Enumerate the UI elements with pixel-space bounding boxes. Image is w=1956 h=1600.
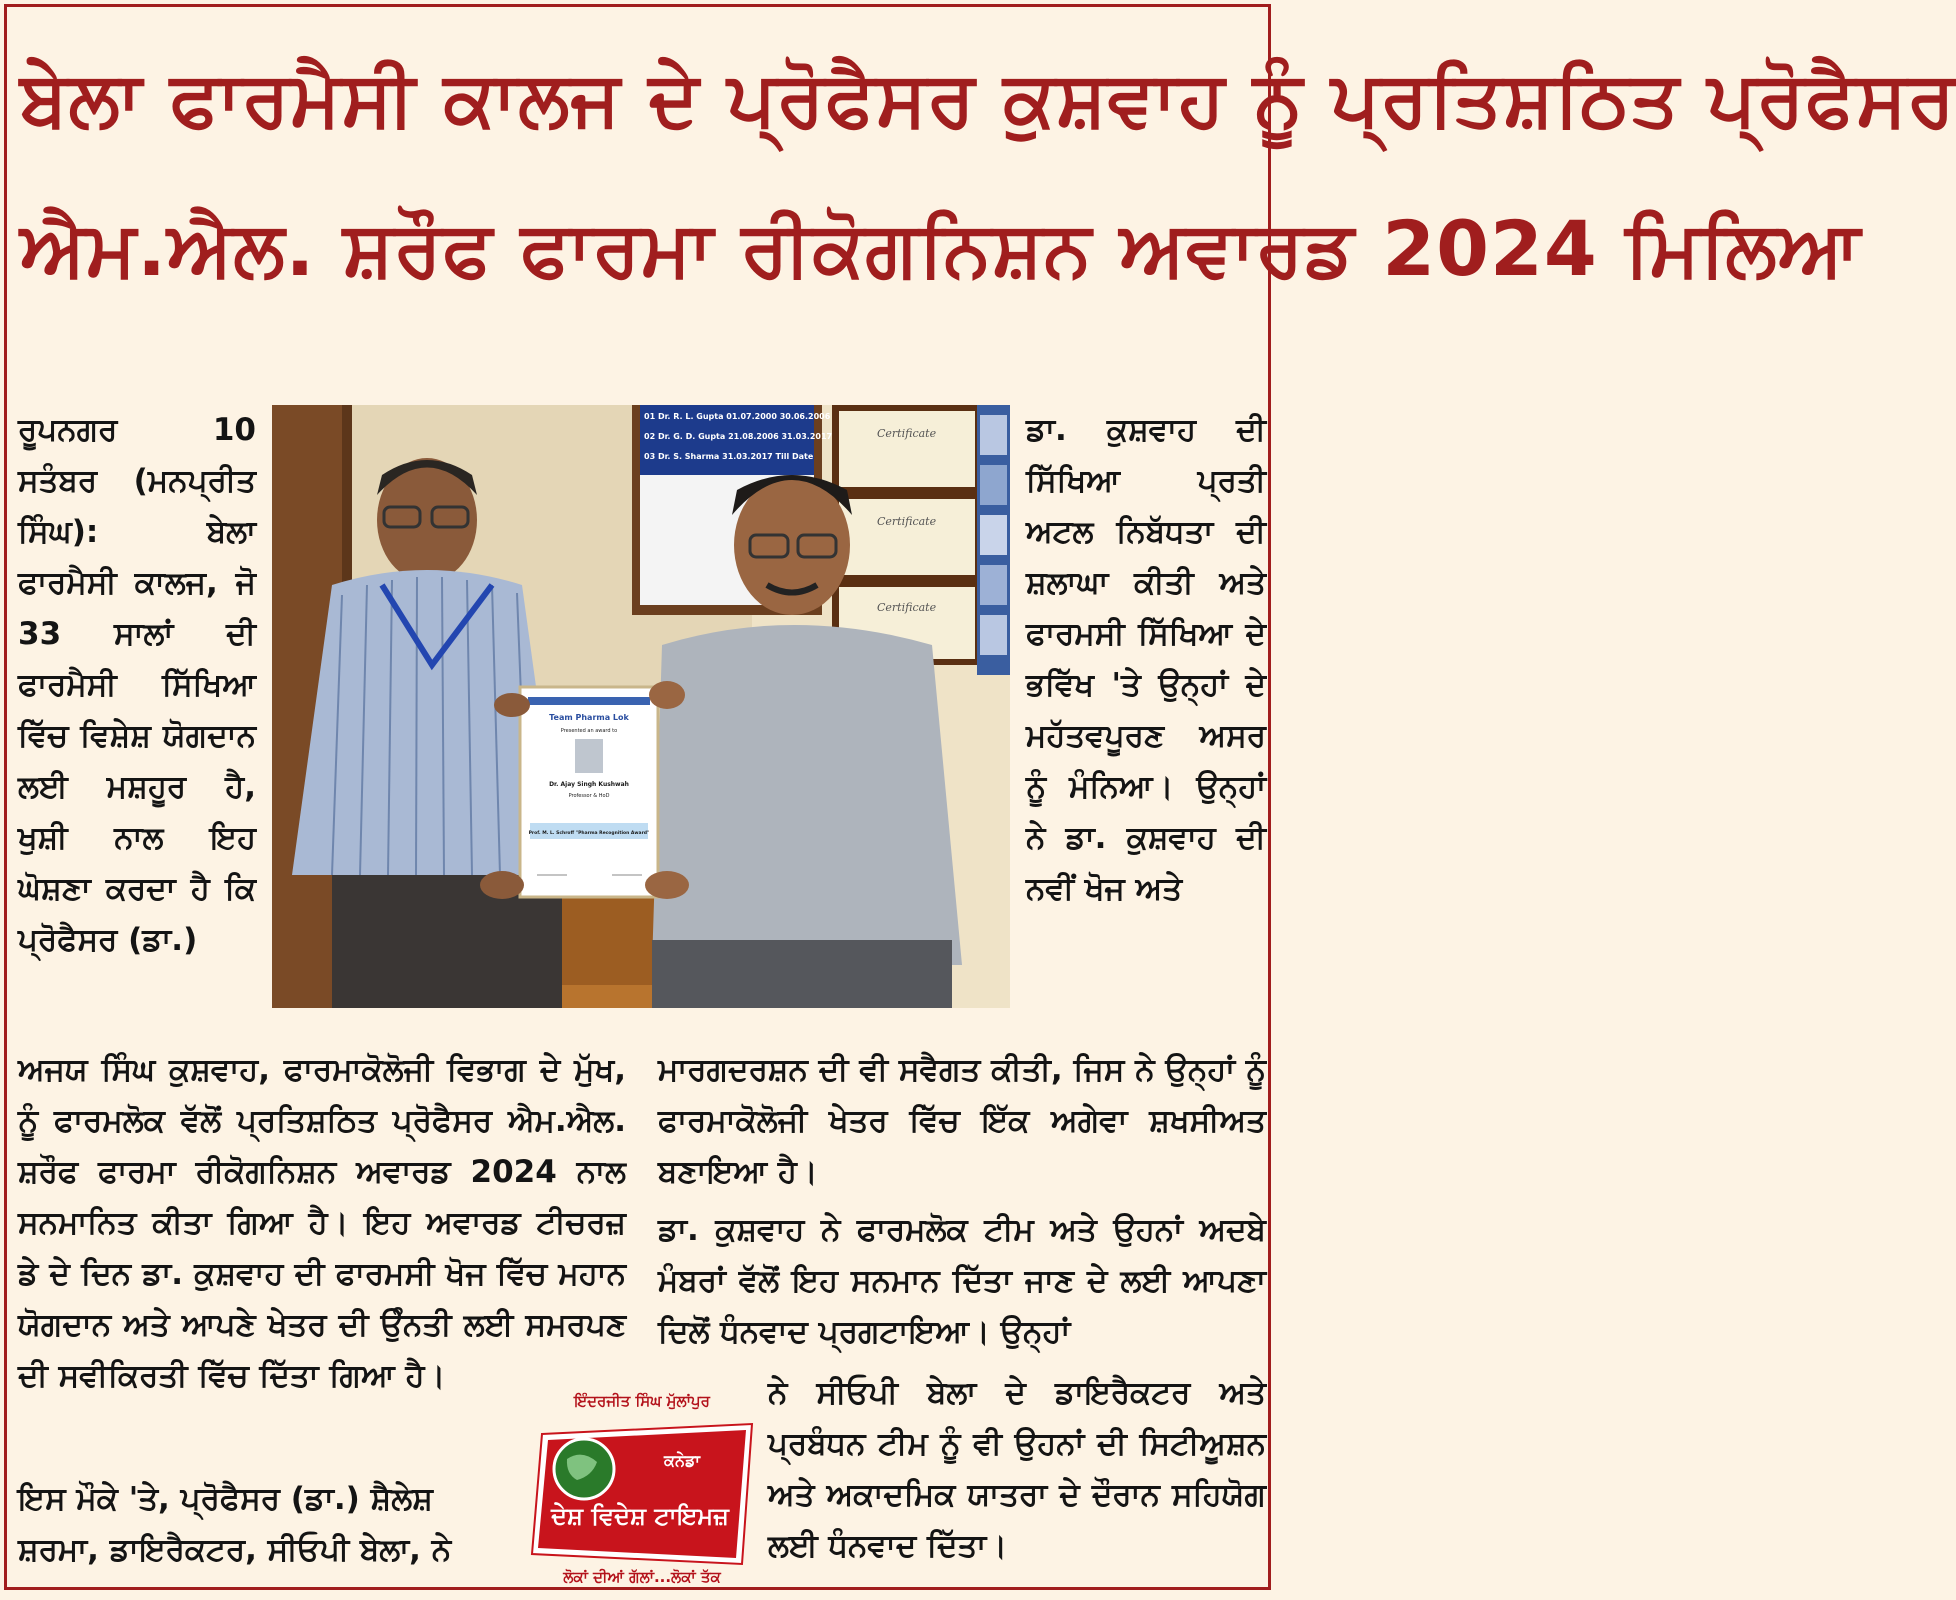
article-column-right-end (768, 1368, 1266, 1588)
logo-tagline: ਲੋਕਾਂ ਦੀਆਂ ਗੱਲਾਂ...ਲੋਕਾਂ ਤੱਕ (563, 1568, 721, 1586)
article-paragraph: ਰੂਪਨਗਰ 10 ਸਤੰਬਰ (ਮਨਪ੍ਰੀਤ ਸਿੰਘ): ਬੇਲਾ ਫਾਰਮੈਸੀ ਕਾਲਜ, ਜੋ 33 ਸਾਲਾਂ ਦੀ ਫਾਰਮੈਸੀ ਸਿੱਖਿਆ ਵਿੱਚ ਵਿਸ਼ੇਸ਼ ਯੋਗਦਾਨ ਲਈ ਮਸ਼ਹੂਰ ਹੈ, ਖੁਸ਼ੀ ਨਾਲ ਇਹ ਘੋਸ਼ਣਾ ਕਰਦਾ ਹੈ ਕਿ ਪ੍ਰੋਫੈਸਰ (ਡਾ.) (18, 412, 256, 958)
certificate-designation: Professor & HoD (568, 793, 610, 799)
headline-line-2: ਐਮ.ਐਲ. ਸ਼ਰੌਫ ਫਾਰਮਾ ਰੀਕੋਗਨਿਸ਼ਨ ਅਵਾਰਡ 2024 ਮਿਲਿਆ (20, 204, 1862, 293)
article-paragraph: ਡਾ. ਕੁਸ਼ਵਾਹ ਦੀ ਸਿੱਖਿਆ ਪ੍ਰਤੀ ਅਟਲ ਨਿਬੱਧਤਾ ਦੀ ਸ਼ਲਾਘਾ ਕੀਤੀ ਅਤੇ ਫਾਰਮਸੀ ਸਿੱਖਿਆ ਦੇ ਭਵਿੱਖ 'ਤੇ ਉਨ੍ਹਾਂ ਦੇ ਮਹੱਤਵਪੂਰਣ ਅਸਰ ਨੂੰ ਮੰਨਿਆ। ਉਨ੍ਹਾਂ ਨੇ ਡਾ. ਕੁਸ਼ਵਾਹ ਦੀ ਨਵੀਂ ਖੋਜ ਅਤੇ (1026, 412, 1266, 907)
board-row: 03 Dr. S. Sharma 31.03.2017 Till Date (644, 452, 814, 461)
certificate-award: Prof. M. L. Schroff "Pharma Recognition Award" (528, 831, 650, 836)
article-paragraph: ਅਜਯ ਸਿੰਘ ਕੁਸ਼ਵਾਹ, ਫਾਰਮਾਕੋਲੋਜੀ ਵਿਭਾਗ ਦੇ ਮੁੱਖ, ਨੂੰ ਫਾਰਮਲੋਕ ਵੱਲੋਂ ਪ੍ਰਤਿਸ਼ਠਿਤ ਪ੍ਰੋਫੈਸਰ ਐਮ.ਐਲ. ਸ਼ਰੌਫ ਫਾਰਮਾ ਰੀਕੋਗਨਿਸ਼ਨ ਅਵਾਰਡ 2024 ਨਾਲ ਸਨਮਾਨਿਤ ਕੀਤਾ ਗਿਆ ਹੈ। ਇਹ ਅਵਾਰਡ ਟੀਚਰਜ਼ ਡੇ ਦੇ ਦਿਨ ਡਾ. ਕੁਸ਼ਵਾਹ ਦੀ ਫਾਰਮਸੀ ਖੋਜ ਵਿੱਚ ਮਹਾਨ ਯੋਗਦਾਨ ਅਤੇ ਆਪਣੇ ਖੇਤਰ ਦੀ ਉੰਨਤੀ ਲਈ ਸਮਰਪਣ ਦੀ ਸਵੀਕਿਰਤੀ ਵਿੱਚ ਦਿੱਤਾ ਗਿਆ ਹੈ। (18, 1052, 626, 1394)
article-column-left-bottom (18, 1045, 626, 1415)
article-column-left-top (18, 405, 256, 1017)
article-column-left-end (18, 1474, 508, 1589)
article-paragraph: ਨੇ ਸੀਓਪੀ ਬੇਲਾ ਦੇ ਡਾਇਰੈਕਟਰ ਅਤੇ ਪ੍ਰਬੰਧਨ ਟੀਮ ਨੂੰ ਵੀ ਉਹਨਾਂ ਦੀ ਸਿਟੀਅੂਸ਼ਨ ਅਤੇ ਅਕਾਦਮਿਕ ਯਾਤਰਾ ਦੇ ਦੌਰਾਨ ਸਹਿਯੋਗ ਲਈ ਧੰਨਵਾਦ ਦਿੱਤਾ। (768, 1375, 1266, 1564)
certificate-name: Dr. Ajay Singh Kushwah (549, 781, 629, 788)
wall-certificate-label: Certificate (877, 427, 937, 440)
publication-logo (522, 1392, 762, 1588)
article-column-right-middle (658, 1205, 1266, 1365)
logo-author: ਇੰਦਰਜੀਤ ਸਿੰਘ ਮੁੱਲਾਂਪੁਰ (574, 1392, 710, 1410)
certificate-presented: Presented an award to (560, 728, 618, 734)
board-row: 01 Dr. R. L. Gupta 01.07.2000 30.06.2006 (644, 412, 831, 421)
wall-certificate-label: Certificate (877, 601, 937, 614)
wall-certificate-label: Certificate (877, 515, 937, 528)
board-row: 02 Dr. G. D. Gupta 21.08.2006 31.03.2017 (644, 432, 833, 441)
article-paragraph: ਮਾਰਗਦਰਸ਼ਨ ਦੀ ਵੀ ਸਵੈਗਤ ਕੀਤੀ, ਜਿਸ ਨੇ ਉਨ੍ਹਾਂ ਨੂੰ ਫਾਰਮਾਕੋਲੋਜੀ ਖੇਤਰ ਵਿੱਚ ਇੱਕ ਅਗੇਵਾ ਸ਼ਖਸੀਅਤ ਬਣਾਇਆ ਹੈ। (658, 1052, 1266, 1190)
article-column-right-top (1026, 405, 1266, 1017)
certificate-org: Team Pharma Lok (549, 713, 629, 722)
headline (20, 24, 1956, 324)
logo-country: ਕਨੇਡਾ (664, 1451, 700, 1470)
award-photo (272, 405, 1010, 1008)
article-column-right-bottom (658, 1045, 1266, 1205)
logo-brand: ਦੇਸ਼ ਵਿਦੇਸ਼ ਟਾਇਮਜ਼ (551, 1502, 729, 1530)
article-paragraph: ਇਸ ਮੌਕੇ 'ਤੇ, ਪ੍ਰੋਫੈਸਰ (ਡਾ.) ਸ਼ੈਲੇਸ਼ ਸ਼ਰਮਾ, ਡਾਇਰੈਕਟਰ, ਸੀਓਪੀ ਬੇਲਾ, ਨੇ (18, 1481, 452, 1568)
article-paragraph: ਡਾ. ਕੁਸ਼ਵਾਹ ਨੇ ਫਾਰਮਲੋਕ ਟੀਮ ਅਤੇ ਉਹਨਾਂ ਅਦਬੇ ਮੰਬਰਾਂ ਵੱਲੋਂ ਇਹ ਸਨਮਾਨ ਦਿੱਤਾ ਜਾਣ ਦੇ ਲਈ ਆਪਣਾ ਦਿਲੋਂ ਧੰਨਵਾਦ ਪ੍ਰਗਟਾਇਆ। ਉਨ੍ਹਾਂ (658, 1212, 1266, 1350)
headline-line-1: ਬੇਲਾ ਫਾਰਮੈਸੀ ਕਾਲਜ ਦੇ ਪ੍ਰੋਫੈਸਰ ਕੁਸ਼ਵਾਹ ਨੂੰ ਪ੍ਰਤਿਸ਼ਠਿਤ ਪ੍ਰੋਫੈਸਰ (20, 54, 1956, 143)
